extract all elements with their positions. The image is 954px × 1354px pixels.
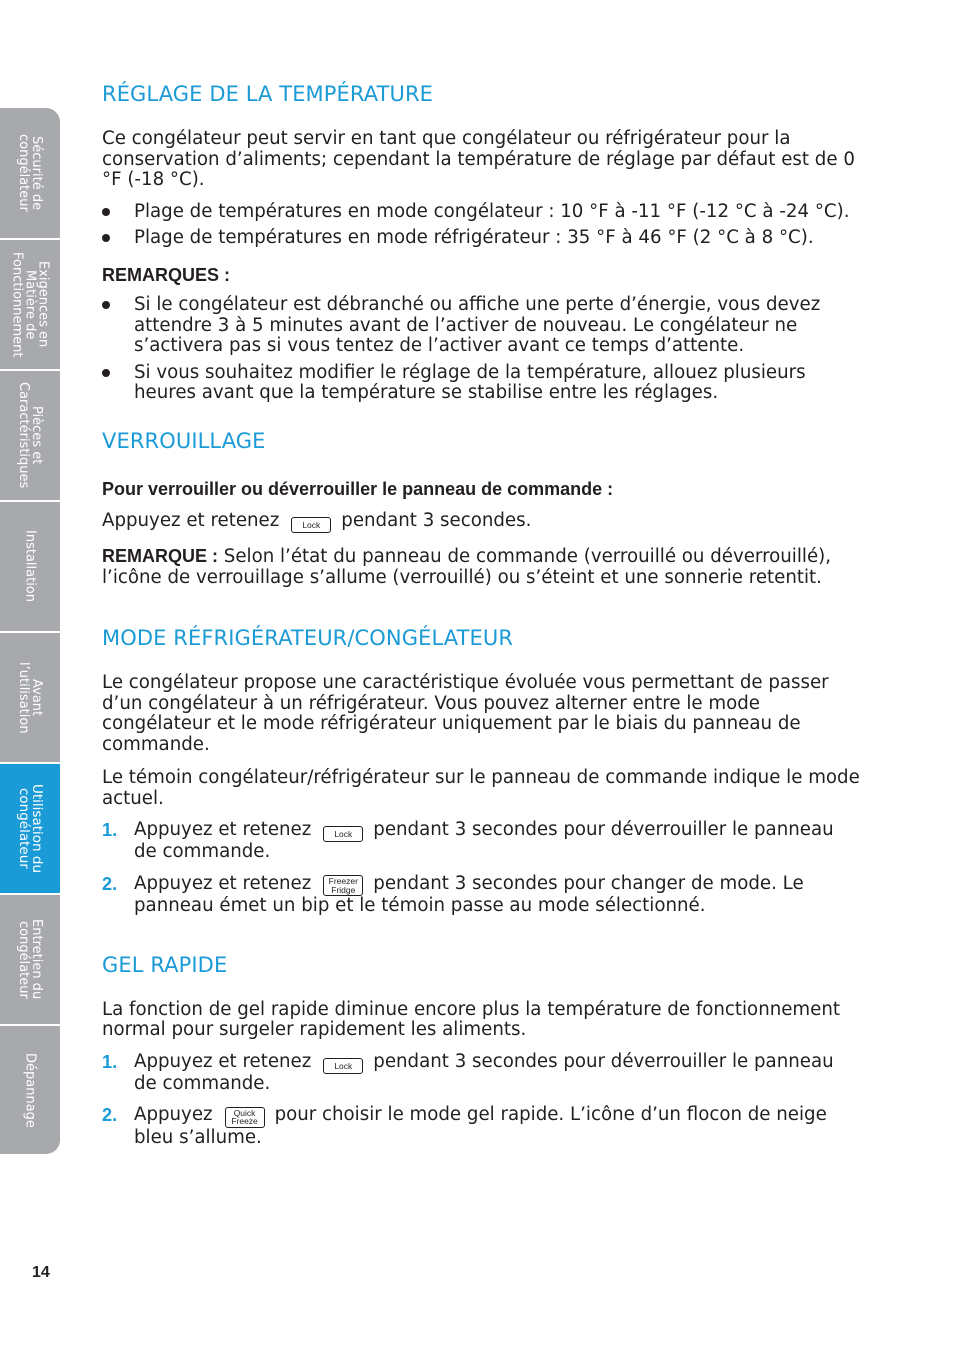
tab-label: Utilisation du congélateur — [16, 783, 45, 873]
paragraph: La fonction de gel rapide diminue encore plus la température de fonctionnement normal pour surgeler rapidement les aliments. — [102, 998, 840, 1040]
lock-button-icon: Lock — [323, 1058, 363, 1074]
step-item — [102, 874, 862, 917]
lock-button-icon: Lock — [291, 517, 331, 533]
tab-label: Exigences en Matière de Fonctionnement — [9, 251, 51, 358]
tab-label: Sécurité de congélateur — [16, 134, 44, 212]
step-list — [102, 820, 862, 917]
tab-label: Pièces et Caractéristiques — [16, 382, 44, 489]
instruction — [102, 511, 862, 533]
step-item — [102, 820, 862, 863]
tab-depannage[interactable] — [0, 1026, 60, 1154]
tab-label: Dépannage — [22, 1052, 38, 1128]
section-tabs — [0, 108, 60, 1154]
list-item: Si vous souhaitez modifier le réglage de la température, allouez plusieurs heures avant que la température se stabilise entre les réglages. — [102, 363, 862, 404]
page-content — [102, 82, 862, 1148]
paragraph: Ce congélateur peut servir en tant que congélateur ou réfrigérateur pour la conservation d’aliments; cependant la température de réglage par défaut est de 0 °F (-18 °C). — [102, 128, 855, 190]
step-list — [102, 1052, 862, 1149]
step-text: pendant 3 secondes pour déverrouiller le panneau de commande. — [134, 1050, 834, 1094]
bullet-list — [102, 202, 862, 249]
step-number: 2. — [102, 1105, 118, 1125]
instruction-text: Appuyez et retenez — [102, 510, 280, 531]
step-text: Appuyez et retenez — [134, 819, 312, 840]
list-item: Si le congélateur est débranché ou affiche une perte d’énergie, vous devez attendre 3 à 5 minutes avant de l’activer de nouveau. Le congélateur ne s’activera pas si vous tentez de l’activer avant ce temps d’attente. — [102, 295, 862, 357]
page-number: 14 — [32, 1264, 50, 1281]
step-text: pendant 3 secondes pour déverrouiller le panneau de commande. — [134, 819, 834, 862]
step-item — [102, 1052, 862, 1095]
button-line: Freeze — [231, 1116, 258, 1126]
tab-exigences[interactable] — [0, 240, 60, 369]
instruction-text: pendant 3 secondes. — [341, 510, 532, 531]
step-number: 2. — [102, 873, 118, 894]
section-title-verrouillage: VERROUILLAGE — [102, 428, 266, 453]
step-text: pour choisir le mode gel rapide. L’icône d’un flocon de neige bleu s’allume. — [134, 1104, 827, 1148]
subheading: Pour verrouiller ou déverrouiller le panneau de commande : — [102, 478, 614, 499]
step-text: Appuyez et retenez — [134, 1050, 312, 1072]
freezer-fridge-button-icon — [323, 875, 363, 896]
section-title-gel-rapide: GEL RAPIDE — [102, 952, 228, 977]
step-text: Appuyez — [134, 1104, 213, 1125]
note-label: REMARQUE : — [102, 546, 218, 566]
tab-label: Avant l’utilisation — [16, 661, 44, 734]
button-line: Freezer — [328, 876, 358, 886]
note-paragraph — [102, 546, 862, 588]
button-line: Quick — [233, 1107, 256, 1118]
tab-utilisation[interactable] — [0, 764, 60, 893]
tab-label: Installation — [22, 530, 38, 603]
section-title-temperature: RÉGLAGE DE LA TEMPÉRATURE — [102, 82, 434, 106]
list-item: Plage de températures en mode réfrigérateur : 35 °F à 46 °F (2 °C à 8 °C). — [102, 228, 862, 249]
paragraph: Le congélateur propose une caractéristique évoluée vous permettant de passer d’un congélateur à un réfrigérateur. Vous pouvez alterner entre le mode congélateur et le mode réfrigérateur uniquement par le biais du panneau de commande. — [102, 672, 829, 755]
tab-installation[interactable] — [0, 502, 60, 631]
tab-entretien[interactable] — [0, 895, 60, 1024]
quick-freeze-button-icon — [225, 1107, 265, 1128]
lock-button-icon: Lock — [323, 826, 363, 842]
bullet-list — [102, 295, 862, 404]
list-item: Plage de températures en mode congélateur : 10 °F à -11 °F (-12 °C à -24 °C). — [102, 202, 862, 223]
note-text: Selon l’état du panneau de commande (verrouillé ou déverrouillé), l’icône de verrouillage s’allume (verrouillé) ou s’éteint et une sonnerie retentit. — [102, 546, 832, 588]
step-text: Appuyez et retenez — [134, 872, 312, 894]
notes-heading: REMARQUES : — [102, 264, 231, 285]
tab-avant[interactable] — [0, 633, 60, 762]
tab-securite[interactable] — [0, 108, 60, 238]
step-number: 1. — [102, 820, 118, 840]
step-text: pendant 3 secondes pour changer de mode. Le panneau émet un bip et le témoin passe au mode sélectionné. — [134, 872, 804, 916]
tab-pieces[interactable] — [0, 371, 60, 500]
step-item — [102, 1105, 862, 1148]
paragraph: Le témoin congélateur/réfrigérateur sur le panneau de commande indique le mode actuel. — [102, 767, 860, 809]
section-title-mode: MODE RÉFRIGÉRATEUR/CONGÉLATEUR — [102, 626, 514, 650]
button-line: Fridge — [331, 884, 356, 895]
step-number: 1. — [102, 1051, 118, 1072]
tab-label: Entretien du congélateur — [16, 919, 44, 1000]
